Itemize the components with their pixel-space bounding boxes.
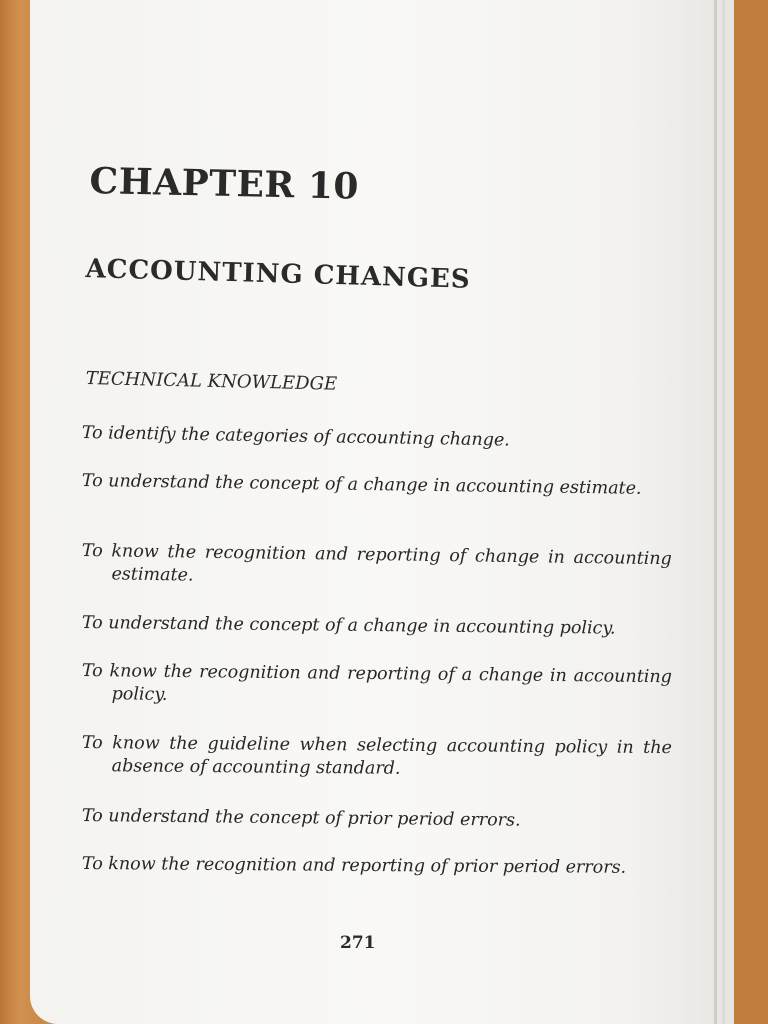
objective-item: To understand the concept of prior period errors. <box>81 805 521 831</box>
objective-item: To identify the categories of accounting change. <box>81 422 511 451</box>
section-heading: TECHNICAL KNOWLEDGE <box>85 368 338 395</box>
objective-item: To know the recognition and reporting of prior period errors. <box>81 854 627 878</box>
objective-item: To know the recognition and reporting of change in accounting estimate. <box>81 540 672 586</box>
objective-item: To know the recognition and reporting of a change in accounting policy. <box>81 660 672 705</box>
book-page <box>30 0 734 1024</box>
chapter-title: ACCOUNTING CHANGES <box>85 254 472 295</box>
page-content <box>30 0 734 1024</box>
page-number: 271 <box>340 933 376 953</box>
objective-item: To understand the concept of a change in accounting policy. <box>81 612 616 639</box>
chapter-heading: CHAPTER 10 <box>89 160 360 208</box>
objective-item: To know the guideline when selecting accounting policy in the absence of accounting standard. <box>81 732 672 779</box>
objective-item: To understand the concept of a change in accounting estimate. <box>81 470 642 499</box>
